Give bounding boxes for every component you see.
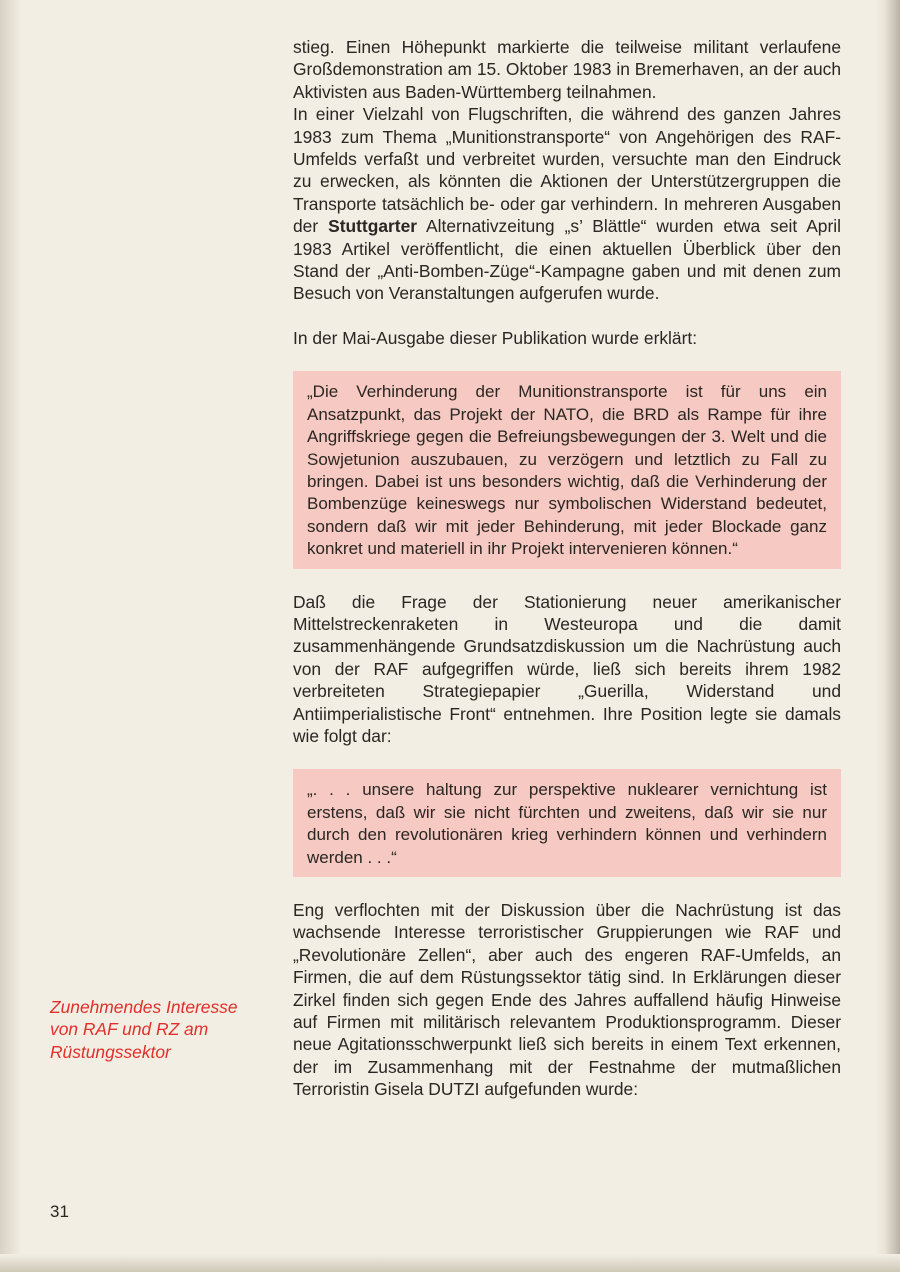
quote-box-2 bbox=[293, 769, 841, 877]
spacer bbox=[293, 569, 841, 591]
paragraph-2-before: In einer Vielzahl von Flugschriften, die während des ganzen Jahres 1983 zum Thema „Munitionstransporte“ von Angehörigen des RAF-Umfelds verfaßt und verbreitet wurden, versuchte man den Eindruck zu erwecken, als könnten die Aktionen der Unterstützergruppen die Transporte tatsächlich be- oder gar verhindern. In mehreren Ausgaben der bbox=[293, 104, 841, 237]
paragraph-3: In der Mai-Ausgabe dieser Publikation wurde erklärt: bbox=[293, 327, 698, 348]
paragraph-1: stieg. Einen Höhepunkt markierte die teilweise militant verlaufene Großdemonstration am 15. Oktober 1983 in Bremerhaven, an der auch Aktivisten aus Baden-Württemberg teilnahmen. bbox=[293, 37, 841, 102]
spacer bbox=[293, 877, 841, 899]
paragraph-2-bold: Stuttgarter bbox=[328, 216, 418, 237]
quote-2-text: „. . . unsere haltung zur perspektive nuklearer vernichtung ist erstens, daß wir sie nicht fürchten und zweitens, daß wir sie nur durch den revolutionären krieg verhindern können und verhindern werden . . .“ bbox=[307, 780, 827, 867]
spacer bbox=[293, 305, 841, 327]
page-number: 31 bbox=[50, 1202, 69, 1221]
quote-1-text: „Die Verhinderung der Munitionstransporte ist für uns ein Ansatzpunkt, das Projekt der NATO, die BRD als Rampe für ihre Angriffskriege gegen die Befreiungsbewegungen der 3. Welt und die Sowjetunion auszubauen, zu verzögern und letztlich zu Fall zu bringen. Dabei ist uns besonders wichtig, daß die Verhinderung der Bombenzüge keineswegs nur symbolischen Widerstand bedeutet, sondern daß wir mit jeder Behinderung, mit jeder Blockade ganz konkret und materiell in ihr Projekt intervenieren können.“ bbox=[307, 382, 827, 559]
paragraph-2 bbox=[293, 103, 841, 305]
paragraph-5: Eng verflochten mit der Diskussion über die Nachrüstung ist das wachsende Interesse terroristischer Gruppierungen wie RAF und „Revolutionäre Zellen“, aber auch des engeren RAF-Umfelds, an Firmen, die auf dem Rüstungssektor tätig sind. In Erklärungen dieser Zirkel finden sich gegen Ende des Jahres auffallend häufig Hinweise auf Firmen mit militärisch relevantem Produktionsprogramm. Dieser neue Agitationsschwerpunkt ließ sich bereits in einem Text erkennen, der im Zusammenhang mit der Festnahme der mutmaßlichen Terroristin Gisela DUTZI aufgefunden wurde: bbox=[293, 900, 841, 1100]
page-edge-left bbox=[0, 0, 22, 1272]
margin-note: Zunehmendes Interesse von RAF und RZ am Rüstungssektor bbox=[50, 997, 238, 1062]
spacer bbox=[293, 747, 841, 769]
quote-box-1 bbox=[293, 371, 841, 568]
main-text-column bbox=[293, 36, 841, 1101]
page-edge-right bbox=[874, 0, 900, 1272]
paragraph-2-after: Alternativzeitung „s’ Blättle“ wurden etwa seit April 1983 Artikel veröffentlicht, die einen aktuellen Überblick über den Stand der „Anti-Bomben-Züge“-Kampagne gaben und mit denen zum Besuch von Veranstaltungen aufgerufen wurde. bbox=[293, 216, 841, 304]
spacer bbox=[293, 349, 841, 371]
page-bottom-edge bbox=[0, 1254, 900, 1272]
paragraph-4: Daß die Frage der Stationierung neuer amerikanischer Mittelstreckenraketen in Westeuropa und die damit zusammenhängende Grundsatzdiskussion um die Nachrüstung auch von der RAF aufgegriffen würde, ließ sich bereits ihrem 1982 verbreiteten Strategiepapier „Guerilla, Widerstand und Antiimperialistische Front“ entnehmen. Ihre Position legte sie damals wie folgt dar: bbox=[293, 591, 841, 746]
